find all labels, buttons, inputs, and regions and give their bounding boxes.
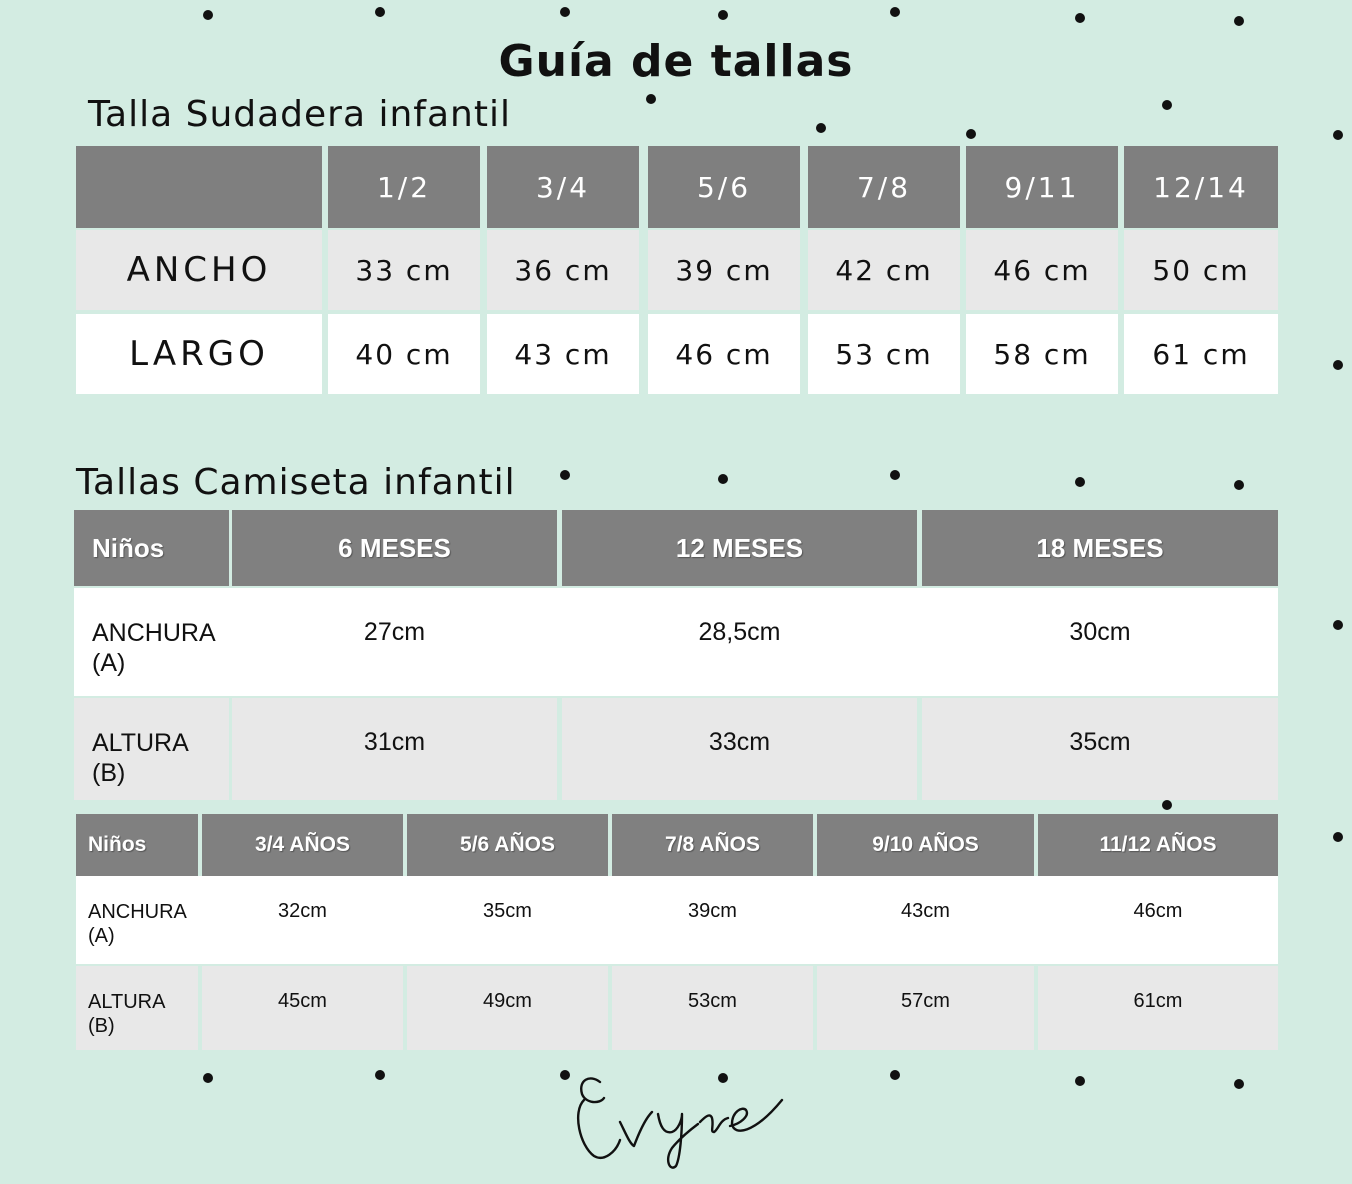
size-header: 6 MESES (232, 510, 557, 586)
table-cell: 57cm (817, 966, 1034, 1050)
row-label-line: (B) (92, 759, 126, 787)
size-header: 18 MESES (922, 510, 1278, 586)
table-cell: 46 cm (648, 314, 800, 394)
size-header: 12 MESES (562, 510, 917, 586)
page-title: Guía de tallas (498, 36, 854, 87)
table-cell: 39cm (688, 900, 737, 922)
row-label-largo: LARGO (76, 314, 322, 394)
table-cell: 33 cm (328, 230, 480, 310)
row-label-line: (A) (92, 649, 126, 677)
table-cell: 33cm (562, 698, 917, 800)
row-label-line: ANCHURA (88, 901, 187, 923)
row-label-line: (B) (88, 1015, 115, 1037)
row-label-ancho: ANCHO (76, 230, 322, 310)
table-cell: 61 cm (1124, 314, 1278, 394)
table-cell: 31cm (232, 698, 557, 800)
sudadera-title: Talla Sudadera infantil (88, 94, 511, 135)
table-cell: 39 cm (648, 230, 800, 310)
camiseta-title: Tallas Camiseta infantil (76, 462, 516, 503)
table-cell: 35cm (483, 900, 532, 922)
table-cell: 35cm (922, 698, 1278, 800)
table-cell: 50 cm (1124, 230, 1278, 310)
size-header: 5/6 AÑOS (407, 814, 608, 876)
size-header: 7/8 AÑOS (612, 814, 813, 876)
header-ninos: Niños (76, 814, 198, 876)
size-header: 9/11 (966, 146, 1118, 228)
table-cell: 58 cm (966, 314, 1118, 394)
brand-signature-logo (560, 1060, 800, 1170)
table-cell: 32cm (278, 900, 327, 922)
size-header: 7/8 (808, 146, 960, 228)
camiseta-months-table (74, 510, 1278, 800)
header-empty-cell (76, 146, 322, 228)
table-cell: 46cm (1133, 900, 1183, 922)
row-label-line: ALTURA (88, 991, 166, 1013)
table-cell: 53 cm (808, 314, 960, 394)
table-cell: 53cm (612, 966, 813, 1050)
table-cell: 61cm (1038, 966, 1278, 1050)
table-cell: 30cm (1069, 618, 1131, 646)
table-cell: 28,5cm (698, 618, 781, 646)
row-label-line: ANCHURA (92, 619, 216, 647)
table-cell: 40 cm (328, 314, 480, 394)
size-header: 3/4 AÑOS (202, 814, 403, 876)
table-cell: 49cm (407, 966, 608, 1050)
row-label-altura (74, 698, 229, 800)
row-label-line: ALTURA (92, 729, 189, 757)
size-header: 12/14 (1124, 146, 1278, 228)
size-header: 11/12 AÑOS (1038, 814, 1278, 876)
header-ninos: Niños (74, 510, 229, 586)
camiseta-years-table (76, 814, 1278, 1050)
table-cell: 43 cm (487, 314, 639, 394)
row-label-line: (A) (88, 925, 115, 947)
table-cell: 27cm (363, 618, 426, 646)
table-cell: 46 cm (966, 230, 1118, 310)
table-cell: 42 cm (808, 230, 960, 310)
size-header: 1/2 (328, 146, 480, 228)
table-cell: 36 cm (487, 230, 639, 310)
size-header: 3/4 (487, 146, 639, 228)
size-header: 9/10 AÑOS (817, 814, 1034, 876)
row-label-altura (76, 966, 198, 1050)
table-cell: 43cm (901, 900, 950, 922)
table-cell: 45cm (202, 966, 403, 1050)
size-header: 5/6 (648, 146, 800, 228)
sudadera-size-table (76, 146, 1278, 394)
